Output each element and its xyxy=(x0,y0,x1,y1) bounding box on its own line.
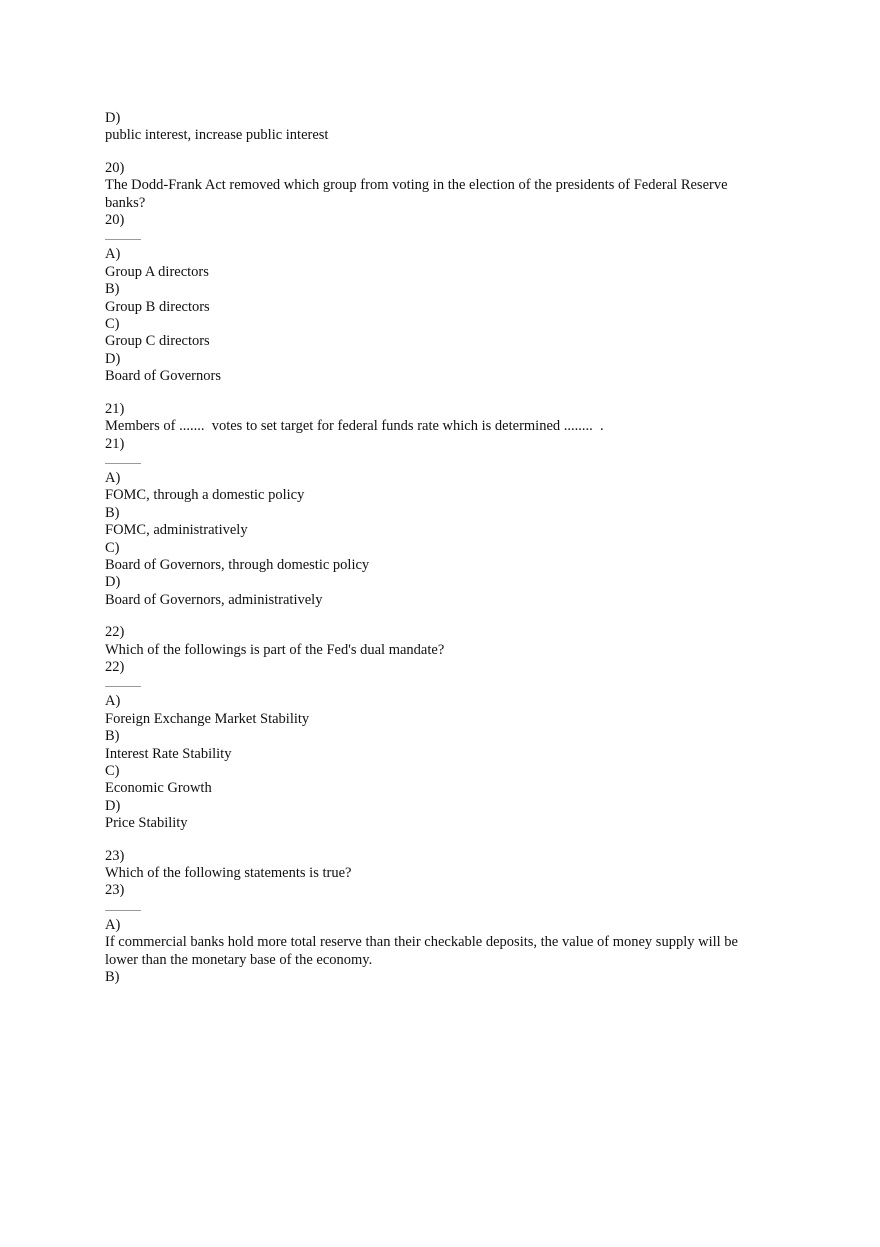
option-letter: C) xyxy=(105,763,120,779)
question-text: Which of the following statements is true? xyxy=(105,865,352,882)
answer-blank[interactable] xyxy=(105,453,141,464)
question-text: Which of the followings is part of the Fed's dual mandate? xyxy=(105,641,445,658)
option-letter: C) xyxy=(105,316,120,333)
question-number: 23) xyxy=(105,847,125,864)
option-letter: A) xyxy=(105,916,121,933)
question-21 xyxy=(105,401,770,609)
answer-number: 20) xyxy=(105,212,125,229)
option-text: FOMC, administratively xyxy=(105,522,248,539)
question-number: 22) xyxy=(105,624,125,641)
answer-number: 22) xyxy=(105,658,125,675)
option-text: Board of Governors xyxy=(105,368,221,385)
question-number: 21) xyxy=(105,400,125,417)
option-letter: A) xyxy=(105,693,121,710)
option-text: Group C directors xyxy=(105,333,210,350)
answer-blank[interactable] xyxy=(105,676,141,687)
question-text: The Dodd-Frank Act removed which group from voting in the election of the presidents of Federal Reserve banks? xyxy=(105,177,732,211)
option-letter: B) xyxy=(105,504,120,521)
option-letter: C) xyxy=(105,539,120,556)
option-text: public interest, increase public interest xyxy=(105,127,329,144)
answer-number: 21) xyxy=(105,435,125,452)
option-letter: B) xyxy=(105,281,120,298)
document-page xyxy=(105,110,770,986)
question-20 xyxy=(105,160,770,386)
question-text: Members of ....... votes to set target for federal funds rate which is determined ........ . xyxy=(105,418,604,435)
option-letter: A) xyxy=(105,469,121,486)
option-letter: D) xyxy=(105,110,121,126)
answer-blank[interactable] xyxy=(105,900,141,911)
option-letter: B) xyxy=(105,728,120,745)
question-22 xyxy=(105,624,770,832)
option-text: Interest Rate Stability xyxy=(105,745,232,762)
option-letter: D) xyxy=(105,797,121,814)
option-letter: D) xyxy=(105,574,121,591)
option-letter: D) xyxy=(105,350,121,367)
answer-number: 23) xyxy=(105,882,125,899)
option-letter: A) xyxy=(105,246,121,263)
option-letter: B) xyxy=(105,969,120,986)
option-text: FOMC, through a domestic policy xyxy=(105,487,305,504)
question-23 xyxy=(105,848,770,987)
answer-blank[interactable] xyxy=(105,229,141,240)
option-text: Group A directors xyxy=(105,263,209,280)
option-text: Foreign Exchange Market Stability xyxy=(105,710,310,727)
option-text: Group B directors xyxy=(105,298,210,315)
option-text: Economic Growth xyxy=(105,780,212,797)
option-text: Board of Governors, administratively xyxy=(105,591,323,608)
option-text: Board of Governors, through domestic policy xyxy=(105,556,370,573)
question-number: 20) xyxy=(105,159,125,176)
option-text: Price Stability xyxy=(105,815,188,832)
carryover-option xyxy=(105,110,770,145)
option-text: If commercial banks hold more total reserve than their checkable deposits, the value of money supply will be lower than the monetary base of the economy. xyxy=(105,934,742,968)
